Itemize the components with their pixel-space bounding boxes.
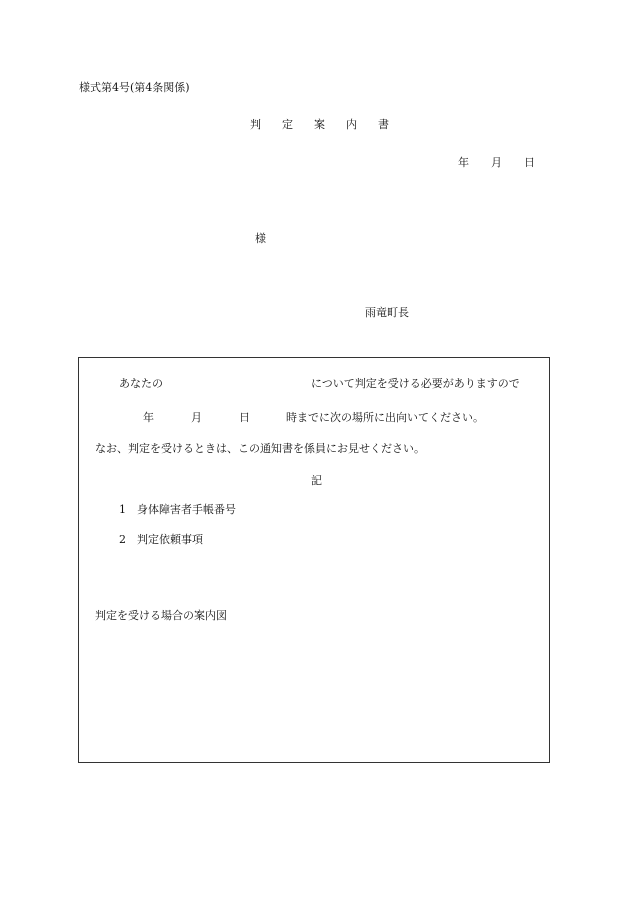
date-day-label: 日 xyxy=(524,156,535,169)
title-char: 判 xyxy=(250,118,261,131)
list-item xyxy=(119,534,203,545)
date-year-label: 年 xyxy=(458,156,469,169)
form-number: 様式第4号(第4条関係) xyxy=(79,81,190,94)
ki-heading: 記 xyxy=(311,474,322,487)
item-label: 身体障害者手帳番号 xyxy=(137,503,236,516)
notice-line1-prefix: あなたの xyxy=(119,377,163,390)
item-number: 2 xyxy=(119,533,126,546)
issuer-name: 雨竜町長 xyxy=(365,306,409,319)
document-title xyxy=(250,119,389,130)
notice-line3: なお、判定を受けるときは、この通知書を係員にお見せください。 xyxy=(95,442,425,455)
appointment-day-label: 日 xyxy=(239,411,250,424)
title-char: 内 xyxy=(346,118,357,131)
list-item xyxy=(119,504,236,515)
notice-line2 xyxy=(143,412,484,423)
date-line xyxy=(458,157,535,168)
appointment-time-text: 時までに次の場所に出向いてください。 xyxy=(286,411,484,424)
item-number: 1 xyxy=(119,503,126,516)
map-caption: 判定を受ける場合の案内図 xyxy=(95,609,227,622)
notice-box xyxy=(78,357,550,763)
title-char: 書 xyxy=(378,118,389,131)
appointment-year-label: 年 xyxy=(143,411,154,424)
addressee-honorific: 様 xyxy=(255,232,266,245)
item-label: 判定依頼事項 xyxy=(137,533,203,546)
title-char: 案 xyxy=(314,118,325,131)
title-char: 定 xyxy=(282,118,293,131)
appointment-month-label: 月 xyxy=(191,411,202,424)
notice-line1-suffix: について判定を受ける必要がありますので xyxy=(311,377,520,390)
date-month-label: 月 xyxy=(491,156,502,169)
